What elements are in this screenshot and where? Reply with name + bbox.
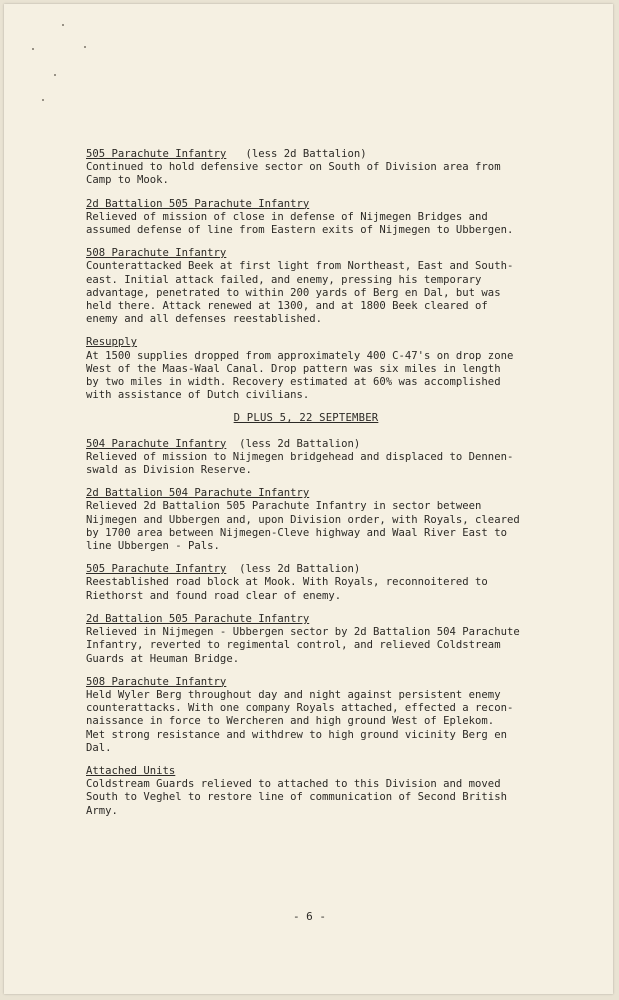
entry-section xyxy=(86,487,526,553)
entry-text-line: Army. xyxy=(86,804,118,817)
entry-heading: 505 Parachute Infantry xyxy=(86,563,227,576)
entry-text-line: by two miles in width. Recovery estimated at 60% was accomplished xyxy=(86,376,501,389)
entry-text-line: Riethorst and found road clear of enemy. xyxy=(86,589,342,602)
entry-text-line: Dal. xyxy=(86,741,112,754)
entry-heading: 504 Parachute Infantry xyxy=(86,437,227,450)
entry-section xyxy=(86,198,526,238)
entry-text-line: held there. Attack renewed at 1300, and at 1800 Beek cleared of xyxy=(86,300,488,313)
document-body xyxy=(86,148,526,828)
sections-part-2 xyxy=(86,438,526,818)
entry-text-line: South to Veghel to restore line of communication of Second British xyxy=(86,791,507,804)
entry-heading: 508 Parachute Infantry xyxy=(86,675,227,688)
entry-heading: Resupply xyxy=(86,336,138,349)
entry-text-line: Continued to hold defensive sector on South of Division area from xyxy=(86,161,501,174)
paper-speck xyxy=(62,24,64,26)
entry-text-line: Coldstream Guards relieved to attached to this Division and moved xyxy=(86,778,501,791)
entry-heading: 2d Battalion 505 Parachute Infantry xyxy=(86,612,310,625)
entry-text-line: by 1700 area between Nijmegen-Cleve highway and Waal River East to xyxy=(86,526,507,539)
sections-part-1 xyxy=(86,148,526,402)
entry-text-line: line Ubbergen - Pals. xyxy=(86,540,220,553)
entry-text-line: At 1500 supplies dropped from approximately 400 C-47's on drop zone xyxy=(86,349,514,362)
entry-section xyxy=(86,148,526,188)
entry-heading: 2d Battalion 505 Parachute Infantry xyxy=(86,197,310,210)
entry-text-line: Nijmegen and Ubbergen and, upon Division order, with Royals, cleared xyxy=(86,513,520,526)
entry-text-line: Relieved 2d Battalion 505 Parachute Infantry in sector between xyxy=(86,500,482,513)
entry-section xyxy=(86,765,526,818)
entry-text-line: Relieved of mission of close in defense of Nijmegen Bridges and xyxy=(86,210,488,223)
entry-heading: 508 Parachute Infantry xyxy=(86,247,227,260)
day-heading: D PLUS 5, 22 SEPTEMBER xyxy=(233,412,379,425)
entry-text-line: naissance in force to Wercheren and high ground West of Eplekom. xyxy=(86,715,495,728)
entry-qualifier: (less 2d Battalion) xyxy=(226,148,367,160)
entry-text-line: east. Initial attack failed, and enemy, pressing his temporary xyxy=(86,273,482,286)
entry-qualifier: (less 2d Battalion) xyxy=(226,437,361,450)
paper-speck xyxy=(32,48,34,50)
entry-qualifier: (less 2d Battalion) xyxy=(226,563,361,576)
paper-speck xyxy=(84,46,86,48)
entry-text-line: Camp to Mook. xyxy=(86,174,169,187)
entry-text-line: advantage, penetrated to within 200 yards of Berg en Dal, but was xyxy=(86,286,501,299)
paper-speck xyxy=(54,74,56,76)
entry-text-line: with assistance of Dutch civilians. xyxy=(86,389,310,402)
entry-section xyxy=(86,676,526,755)
entry-text-line: Infantry, reverted to regimental control, and relieved Coldstream xyxy=(86,639,501,652)
entry-text-line: Relieved of mission to Nijmegen bridgehead and displaced to Dennen- xyxy=(86,450,514,463)
entry-text-line: Reestablished road block at Mook. With Royals, reconnoitered to xyxy=(86,576,488,589)
entry-text-line: Relieved in Nijmegen - Ubbergen sector by 2d Battalion 504 Parachute xyxy=(86,626,520,639)
entry-section xyxy=(86,613,526,666)
entry-text-line: Counterattacked Beek at first light from Northeast, East and South- xyxy=(86,260,514,273)
entry-section xyxy=(86,247,526,326)
entry-text-line: assumed defense of line from Eastern exits of Nijmegen to Ubbergen. xyxy=(86,224,514,237)
entry-text-line: Guards at Heuman Bridge. xyxy=(86,652,240,665)
paper-speck xyxy=(42,99,44,101)
entry-section xyxy=(86,563,526,603)
entry-text-line: enemy and all defenses reestablished. xyxy=(86,313,322,326)
entry-text-line: counterattacks. With one company Royals attached, effected a recon- xyxy=(86,702,514,715)
page-number: - 6 - xyxy=(292,910,327,923)
entry-heading: 505 Parachute Infantry xyxy=(86,148,227,160)
entry-section xyxy=(86,336,526,402)
entry-text-line: West of the Maas-Waal Canal. Drop pattern was six miles in length xyxy=(86,362,501,375)
entry-text-line: swald as Division Reserve. xyxy=(86,464,252,477)
entry-text-line: Held Wyler Berg throughout day and night against persistent enemy xyxy=(86,688,501,701)
entry-section xyxy=(86,438,526,478)
entry-heading: Attached Units xyxy=(86,764,176,777)
entry-text-line: Met strong resistance and withdrew to high ground vicinity Berg en xyxy=(86,728,507,741)
entry-heading: 2d Battalion 504 Parachute Infantry xyxy=(86,487,310,500)
